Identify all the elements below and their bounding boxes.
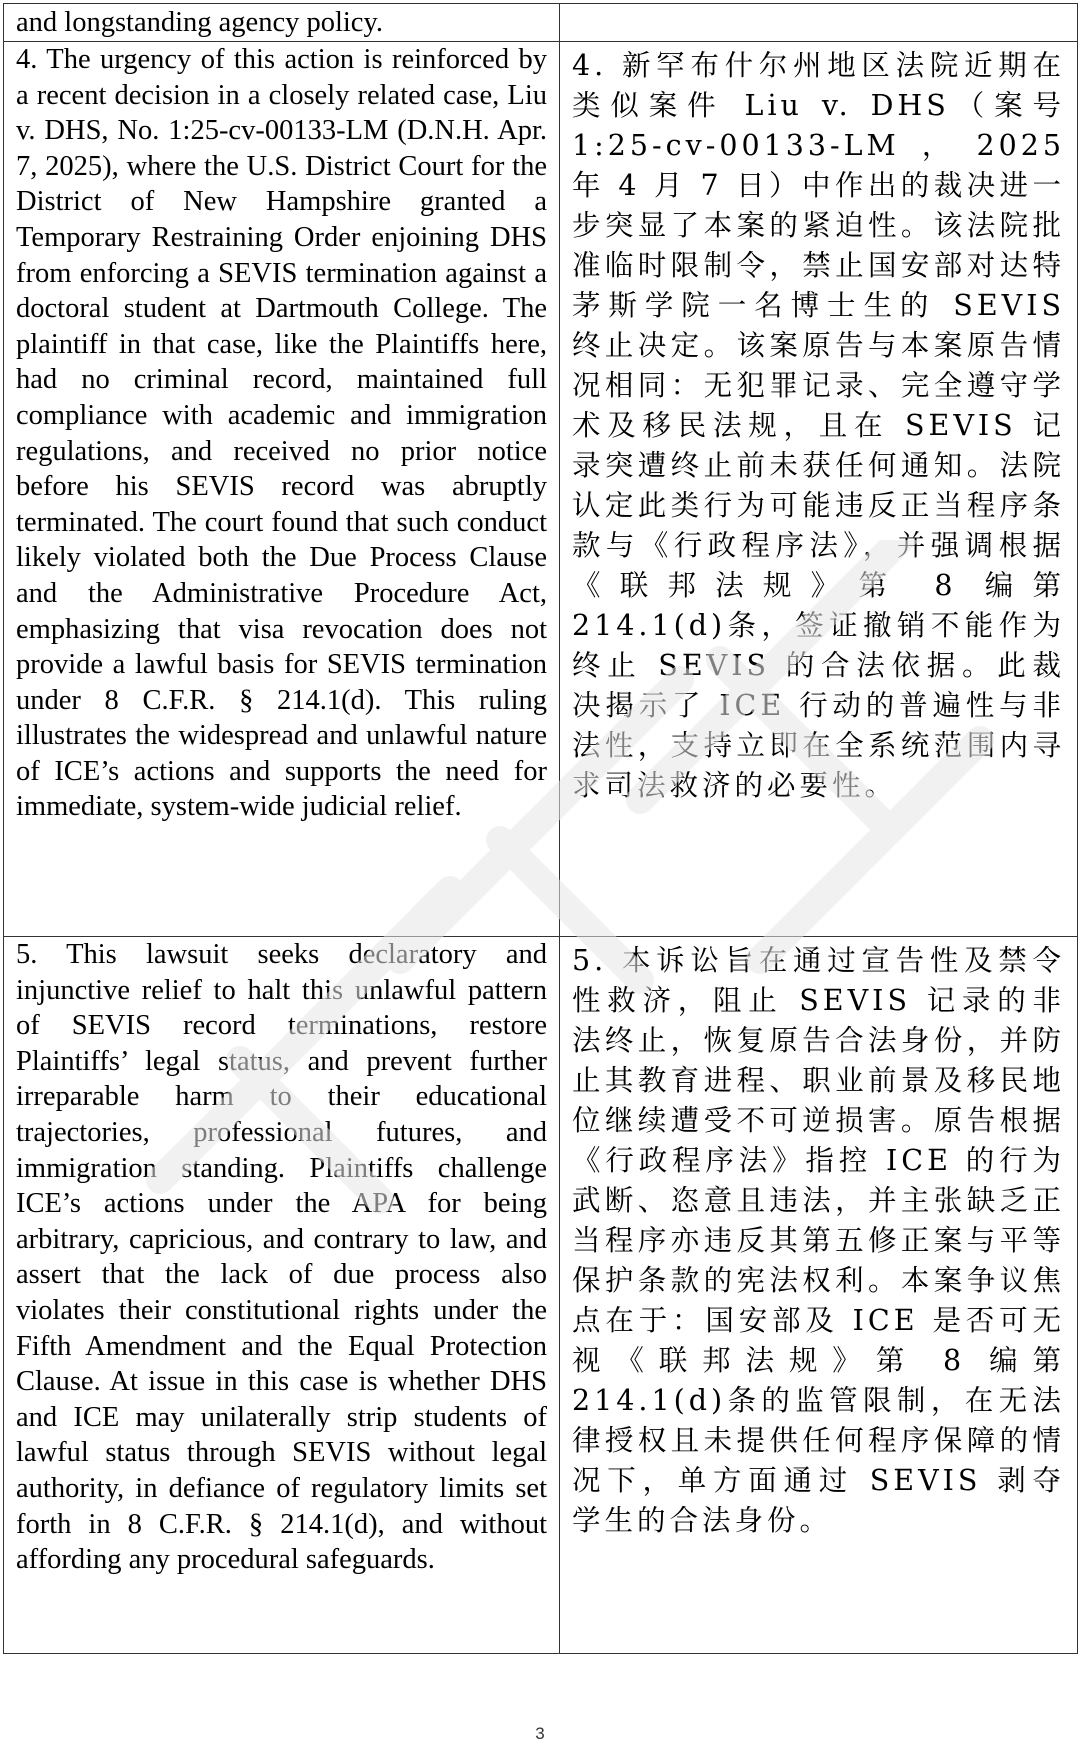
table-row [4,4,1078,42]
chinese-cell [560,937,1078,1654]
chinese-cell [560,42,1078,937]
chinese-paragraph: 4. 新罕布什尔州地区法院近期在类似案件 Liu v. DHS（案号 1:25-cv-00133-LM，2025 年 4 月 7 日）中作出的裁决进一步突显了本案的紧迫性。该法院批准临时限制令，禁止国安部对达特茅斯学院一名博士生的 SEVIS 终止决定。该案原告与本案原告情况相同：无犯罪记录、完全遵守学术及移民法规，且在 SEVIS 记录突遭终止前未获任何通知。法院认定此类行为可能违反正当程序条款与《行政程序法》，并强调根据《联邦法规》第 8 编第 214.1(d)条，签证撤销不能作为终止 SEVIS 的合法依据。此裁决揭示了 ICE 行动的普遍性与非法性，支持立即在全系统范围内寻求司法救济的必要性。 [572,49,1065,802]
chinese-paragraph: 5. 本诉讼旨在通过宣告性及禁令性救济，阻止 SEVIS 记录的非法终止，恢复原告合法身份，并防止其教育进程、职业前景及移民地位继续遭受不可逆损害。原告根据《行政程序法》指控 ICE 的行为武断、恣意且违法，并主张缺乏正当程序亦违反其第五修正案与平等保护条款的宪法权利。本案争议焦点在于：国安部及 ICE 是否可无视《联邦法规》第 8 编第 214.1(d)条的监管限制，在无法律授权且未提供任何程序保障的情况下，单方面通过 SEVIS 剥夺学生的合法身份。 [572,944,1065,1537]
english-cell [4,4,560,42]
english-cell [4,42,560,937]
english-paragraph: and longstanding agency policy. [16,7,383,38]
english-paragraph: 5. This lawsuit seeks declaratory and injunctive relief to halt this unlawful pattern of SEVIS record terminations, restore Plaintiffs’ legal status, and prevent further irreparable harm to their educational trajectories, professional futures, and immigration standing. Plaintiffs challenge ICE’s actions under the APA for being arbitrary, capricious, and contrary to law, and assert that the lack of due process also violates their constitutional rights under the Fifth Amendment and the Equal Protection Clause. At issue in this case is whether DHS and ICE may unilaterally strip students of lawful status through SEVIS without legal authority, in defiance of regulatory limits set forth in 8 C.F.R. § 214.1(d), and without affording any procedural safeguards. [16,939,547,1576]
table-row [4,42,1078,937]
page-number: 3 [535,1724,545,1743]
bilingual-table [3,3,1078,1654]
english-paragraph: 4. The urgency of this action is reinforced by a recent decision in a closely related case, Liu v. DHS, No. 1:25-cv-00133-LM (D.N.H. Apr. 7, 2025), where the U.S. District Court for the District of New Hampshire granted a Temporary Restraining Order enjoining DHS from enforcing a SEVIS termination against a doctoral student at Dartmouth College. The plaintiff in that case, like the Plaintiffs here, had no criminal record, maintained full compliance with academic and immigration regulations, and received no prior notice before his SEVIS record was abruptly terminated. The court found that such conduct likely violated both the Due Process Clause and the Administrative Procedure Act, emphasizing that visa revocation does not provide a lawful basis for SEVIS termination under 8 C.F.R. § 214.1(d). This ruling illustrates the widespread and unlawful nature of ICE’s actions and supports the need for immediate, system-wide judicial relief. [16,44,547,823]
english-cell [4,937,560,1654]
chinese-cell [560,4,1078,42]
table-row [4,937,1078,1654]
